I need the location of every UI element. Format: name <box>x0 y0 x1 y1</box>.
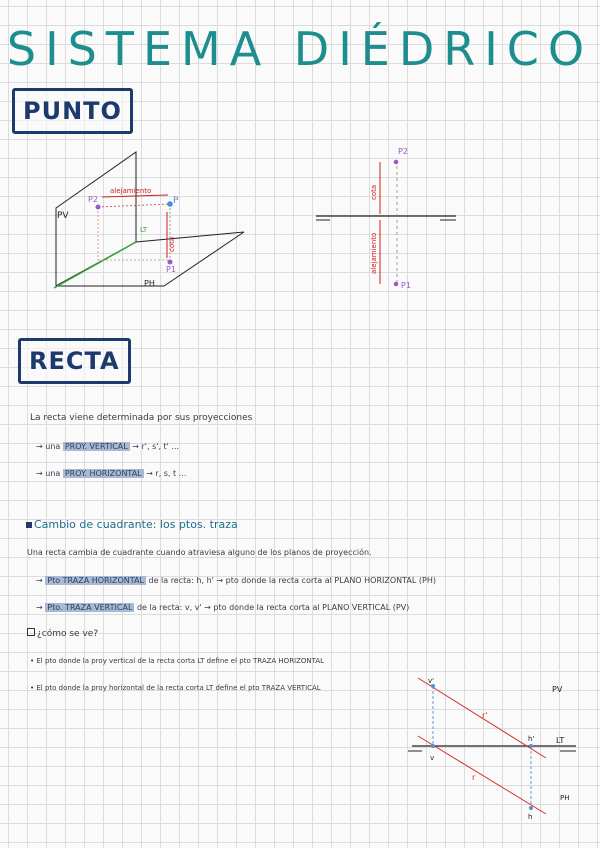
recta-intro: La recta viene determinada por sus proyecciones <box>30 413 253 423</box>
highlight-proy-horizontal: PROY. HORIZONTAL <box>64 469 142 478</box>
p2-label: P2 <box>88 195 98 204</box>
recta-item-horizontal <box>36 469 186 478</box>
recta-traza-diagram <box>400 672 596 822</box>
proj-line <box>98 204 170 207</box>
highlight-traza-horizontal: Pto TRAZA HORIZONTAL <box>47 576 144 585</box>
item-prefix: → una <box>36 442 61 451</box>
ph-label: PH <box>144 279 155 288</box>
punto-2d-diagram <box>310 140 470 300</box>
alejamiento-arrow <box>102 195 168 197</box>
pv-label: PV <box>552 685 563 694</box>
subheading-cambio-cuadrante <box>26 518 238 531</box>
question-como-se-ve <box>27 628 98 639</box>
item-suffix: → r', s', t' ... <box>132 442 180 451</box>
recta-desc: Una recta cambia de cuadrante cuando atraviesa alguno de los planos de proyección. <box>27 548 372 557</box>
p2-point <box>96 205 101 210</box>
question-text: ¿cómo se ve? <box>37 629 99 639</box>
r-line <box>418 736 546 814</box>
item-prefix: → una <box>36 469 61 478</box>
p1-point <box>394 282 399 287</box>
page-title: SISTEMA DIÉDRICO <box>6 22 594 76</box>
ph-plane <box>56 232 244 286</box>
bullet-square <box>26 522 32 528</box>
v-prime-label: v' <box>428 677 435 685</box>
alejamiento-label: alejamiento <box>370 232 378 274</box>
bullet-traza-horizontal: • El pto donde la proy vertical de la recta corta LT define el pto TRAZA HORIZONTAL <box>30 657 325 665</box>
punto-heading: PUNTO <box>12 88 133 134</box>
lt-line <box>54 242 136 288</box>
p1-label: P1 <box>401 281 411 290</box>
p1-point <box>168 260 173 265</box>
bullet-traza-vertical: • El pto donde la proy horizontal de la recta corta LT define el pto TRAZA VERTICAL <box>30 684 321 692</box>
cota-label: cota <box>168 236 176 252</box>
h-label: h <box>528 813 533 821</box>
traza-vertical-text: de la recta: v, v' → pto donde la recta corta al PLANO VERTICAL (PV) <box>136 603 410 612</box>
v-point <box>431 744 435 748</box>
lt-label: LT <box>140 226 148 234</box>
r-label: r <box>472 773 476 782</box>
v-label: v <box>430 754 435 762</box>
cota-label: cota <box>370 184 378 200</box>
traza-vertical-line <box>36 603 409 612</box>
alejamiento-label: alejamiento <box>110 187 152 195</box>
item-prefix: → <box>36 576 43 585</box>
p-point <box>167 201 173 207</box>
ph-label: PH <box>560 794 570 802</box>
highlight-traza-vertical: Pto. TRAZA VERTICAL <box>47 603 133 612</box>
traza-horizontal-text: de la recta: h, h' → pto donde la recta corta al PLANO HORIZONTAL (PH) <box>148 576 436 585</box>
r-prime-label: r' <box>482 711 488 720</box>
h-prime-label: h' <box>528 735 535 743</box>
bullet-square-outline <box>27 628 35 636</box>
subheading-text: Cambio de cuadrante: los ptos. traza <box>34 518 238 531</box>
h-point <box>529 806 533 810</box>
item-prefix: → <box>36 603 43 612</box>
punto-3d-diagram <box>40 140 260 300</box>
recta-heading: RECTA <box>18 338 131 384</box>
pv-label: PV <box>57 211 69 221</box>
p1-label: P1 <box>166 265 176 274</box>
item-suffix: → r, s, t ... <box>146 469 187 478</box>
h-prime-point <box>529 744 533 748</box>
lt-label: LT <box>556 736 565 745</box>
p2-point <box>394 160 399 165</box>
p2-label: P2 <box>398 147 408 156</box>
highlight-proy-vertical: PROY. VERTICAL <box>64 442 128 451</box>
traza-horizontal-line <box>36 576 436 585</box>
p-label: P <box>173 196 179 206</box>
recta-item-vertical <box>36 442 179 451</box>
